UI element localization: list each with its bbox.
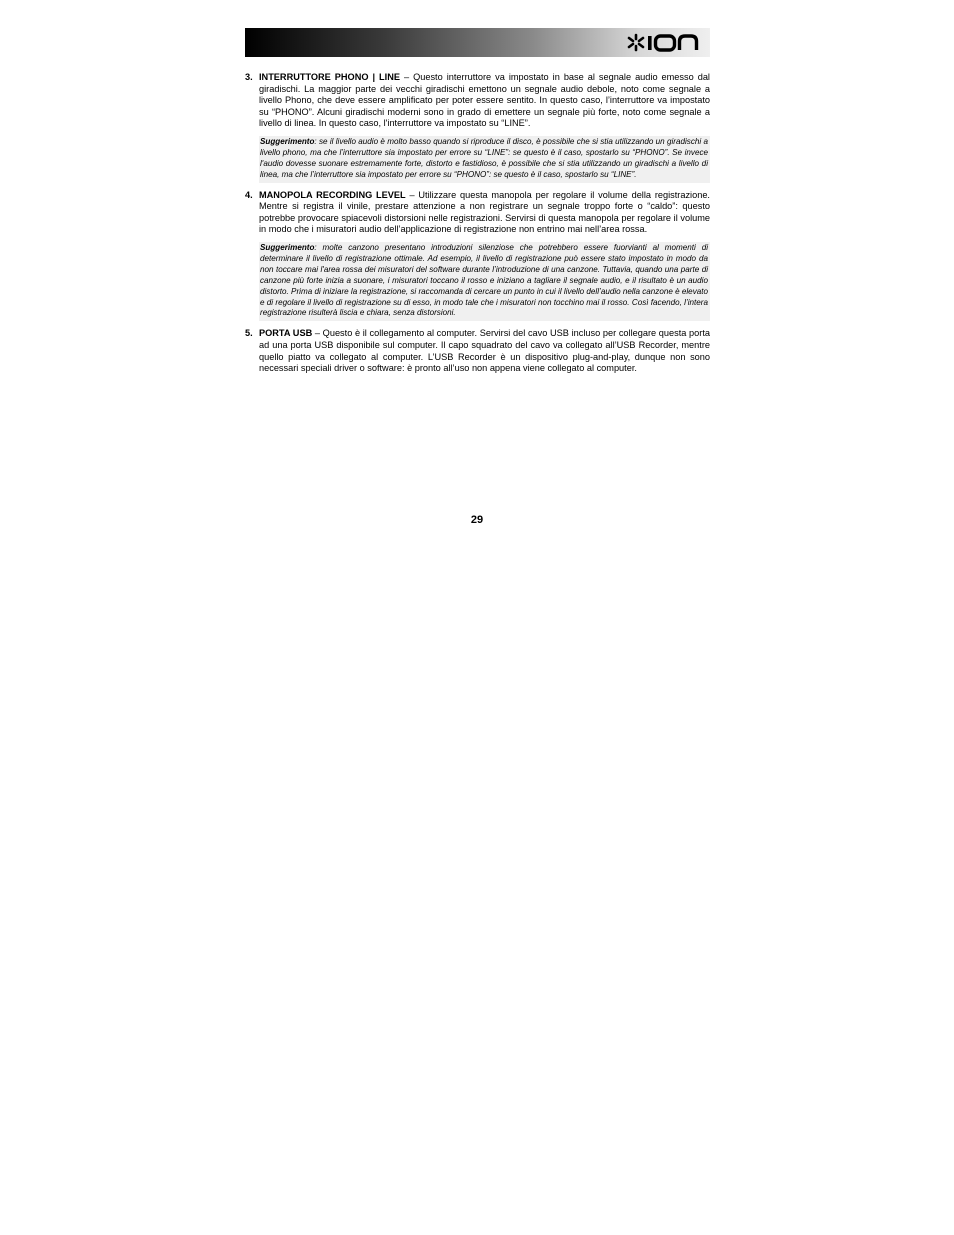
item-term: INTERRUTTORE PHONO | LINE bbox=[259, 72, 400, 82]
item-body bbox=[259, 328, 710, 374]
list-item-usb-port bbox=[245, 328, 710, 374]
header-bar bbox=[245, 28, 710, 57]
item-term: PORTA USB bbox=[259, 328, 313, 339]
item-body bbox=[259, 72, 710, 130]
page-number: 29 bbox=[470, 514, 484, 526]
item-text: – Utilizzare questa manopola per regolare il volume della registrazione. Mentre si registra il vinile, prestare attenzione a non registrare un segnale troppo forte o “caldo”: questo potrebbe provocare spiacevoli distorsioni nelle registrazioni. Servirsi di questa manopola per regolare il volume in modo che i misuratori audio dell’applicazione di registrazione non entrino mai nell’area rossa. bbox=[259, 189, 710, 235]
list-item-recording-level bbox=[245, 190, 710, 236]
item-number: 4. bbox=[245, 189, 253, 200]
ion-logo bbox=[626, 32, 702, 53]
list-item-phono-line bbox=[245, 72, 710, 130]
tip-box bbox=[259, 136, 710, 183]
item-body bbox=[259, 190, 710, 236]
tip-box bbox=[259, 242, 710, 321]
item-term: MANOPOLA RECORDING LEVEL bbox=[259, 189, 406, 200]
ion-logo-icon bbox=[626, 32, 702, 53]
tip-text: : se il livello audio è molto basso quando si riproduce il disco, è possibile che si stia utilizzando un giradischi a livello phono, ma che l’interruttore sia impostato per errore su “LINE”: se questo è il caso, spostarlo su “PHONO”. Se invece l'audio dovesse suonare estremamente forte, distorto e fastidioso, è possibile che si stia utilizzando un giradischi a livello di linea, ma che l’interruttore sia impostato per errore su “PHONO”: se questo è il caso, spostarlo su “LINE”. bbox=[260, 136, 708, 179]
document-content bbox=[245, 72, 710, 381]
tip-text: : molte canzono presentano introduzioni silenziose che potrebbero essere fuorvianti al momenti di determinare il livello di registrazione ottimale. Ad esempio, il livello di registrazione può essere stato impostato in modo da non toccare mai l'area rossa dei misuratori del software durante l’introduzione di una canzone. Tuttavia, quando una parte di canzone più forte inizia a suonare, i misuratori toccano il rosso e iniziano a tagliare il segnale audio, e il risultato è un audio distorto. Prima di iniziare la registrazione, si raccomanda di cercare un punto in cui il livello dell’audio nella canzone è elevato e di regolare il livello di registrazione su di esso, in modo tale che i misuratori non tocchino mai il rosso. Così facendo, l’intera registrazione risulterà liscia e chiara, senza distorsioni. bbox=[260, 242, 708, 318]
tip-label: Suggerimento bbox=[260, 242, 315, 252]
item-number: 5. bbox=[245, 328, 253, 339]
item-number: 3. bbox=[245, 72, 253, 82]
item-text: – Questo interruttore va impostato in base al segnale audio emesso dal giradischi. La maggior parte dei vecchi giradischi emettono un segnale audio debole, noto come segnale a livello Phono, che deve essere amplificato per poter essere sentito. In questo caso, l’interruttore va impostato su “PHONO”. Alcuni giradischi moderni sono in grado di emettere un segnale più forte, noto come segnale a livello di linea. In questo caso, l'interruttore va impostato su “LINE”. bbox=[259, 72, 710, 129]
item-text: – Questo è il collegamento al computer. Servirsi del cavo USB incluso per collegare questa porta ad una porta USB disponibile sul computer. Il capo squadrato del cavo va collegato all’USB Recorder, mentre quello piatto va collegato al computer. L’USB Recorder è un dispositivo plug-and-play, dunque non sono necessari speciali driver o software: è pronto all’uso non appena viene collegato al computer. bbox=[259, 328, 710, 374]
tip-label: Suggerimento bbox=[260, 136, 315, 146]
